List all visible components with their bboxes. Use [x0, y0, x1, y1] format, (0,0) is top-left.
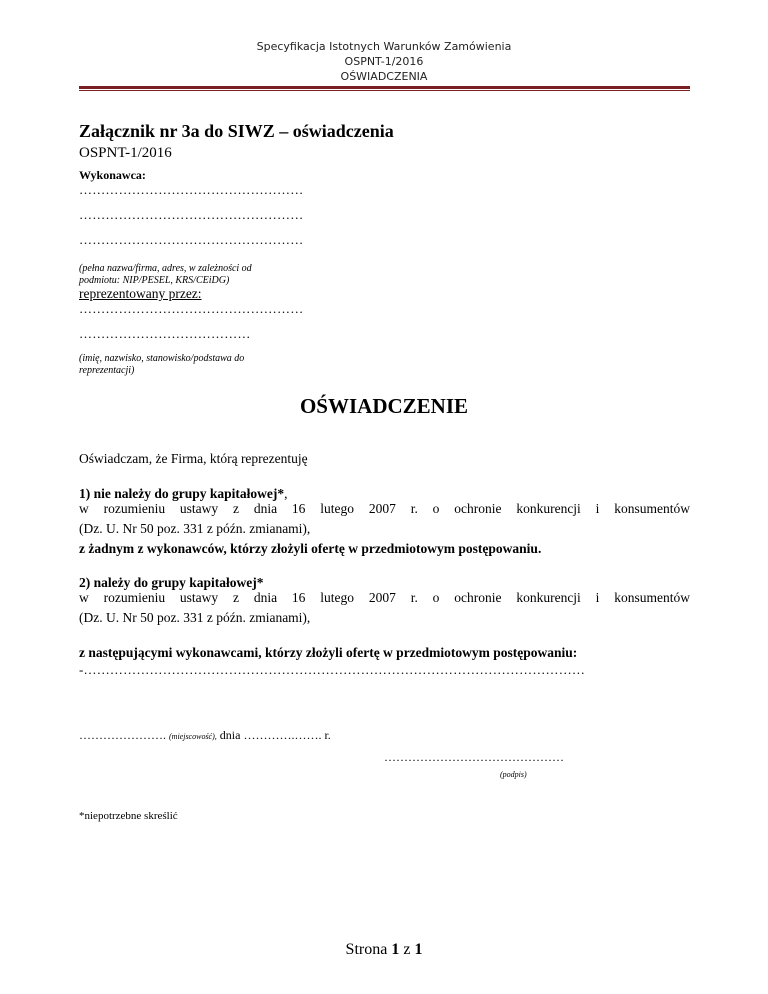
page-current: 1 — [391, 941, 400, 958]
page-label: Strona — [345, 941, 388, 958]
contractor-note-1: (pełna nazwa/firma, adres, w zależności od — [79, 263, 252, 274]
header-line-ref: OSPNT-1/2016 — [344, 55, 424, 68]
signature-dots: ……………………………………… — [384, 750, 564, 764]
place-note: (miejscowość), — [169, 732, 217, 741]
date-label: dnia — [219, 728, 241, 742]
option-2-act-line-2: (Dz. U. Nr 50 poz. 331 z późn. zmianami), — [79, 610, 311, 625]
option-2-list-dots: -…………………………………………………………………………………………………… — [79, 662, 586, 677]
representative-note-2: reprezentacji) — [79, 365, 135, 376]
statement-intro: Oświadczam, że Firma, którą reprezentuję — [79, 451, 308, 466]
option-2-title: 2) należy do grupy kapitałowej* — [79, 575, 264, 590]
document-title: Załącznik nr 3a do SIWZ – oświadczenia — [79, 121, 394, 141]
header-line-spec: Specyfikacja Istotnych Warunków Zamówienia — [256, 40, 512, 53]
contractor-note-2: podmiotu: NIP/PESEL, KRS/CEiDG) — [79, 275, 230, 286]
header-line-section: OŚWIADCZENIA — [340, 70, 428, 83]
option-2-tail: z następującymi wykonawcami, którzy złożyli ofertę w przedmiotowym postępowaniu: — [79, 645, 578, 660]
footnote: *niepotrzebne skreślić — [79, 810, 178, 822]
header-rule-thin — [79, 90, 690, 91]
option-2-act-line-1: w rozumieniu ustawy z dnia 16 lutego 2007 r. o ochronie konkurencji i konsumentów — [79, 590, 690, 605]
contractor-dots-3: …………………………………………… — [79, 232, 304, 247]
document-reference: OSPNT-1/2016 — [79, 145, 172, 161]
contractor-dots-2: …………………………………………… — [79, 207, 304, 222]
option-1-act-line-1: w rozumieniu ustawy z dnia 16 lutego 2007 r. o ochronie konkurencji i konsumentów — [79, 501, 690, 516]
option-1-title-line — [79, 486, 288, 502]
option-1-title: 1) nie należy do grupy kapitałowej* — [79, 486, 285, 501]
represented-dots-1: …………………………………………… — [79, 301, 304, 316]
option-1-act-line-2: (Dz. U. Nr 50 poz. 331 z późn. zmianami), — [79, 521, 311, 536]
signature-note: (podpis) — [500, 770, 527, 779]
represented-dots-2: ………………………………… — [79, 326, 251, 341]
statement-heading: OŚWIADCZENIE — [299, 394, 469, 418]
contractor-label: Wykonawca: — [79, 168, 146, 182]
date-dots: ………….……. — [243, 728, 322, 742]
page-total: 1 — [414, 941, 423, 958]
page-of: z — [403, 941, 411, 958]
header-rule-thick — [79, 86, 690, 89]
option-1-tail: z żadnym z wykonawców, którzy złożyli ofertę w przedmiotowym postępowaniu. — [79, 541, 542, 556]
option-1-comma: , — [284, 486, 288, 501]
date-suffix: r. — [324, 728, 331, 742]
place-date-line — [79, 728, 331, 743]
representative-note-1: (imię, nazwisko, stanowisko/podstawa do — [79, 353, 245, 364]
place-dots: …………………. — [79, 728, 166, 742]
page-footer — [0, 941, 768, 959]
represented-label: reprezentowany przez: — [79, 286, 202, 301]
contractor-dots-1: …………………………………………… — [79, 182, 304, 197]
